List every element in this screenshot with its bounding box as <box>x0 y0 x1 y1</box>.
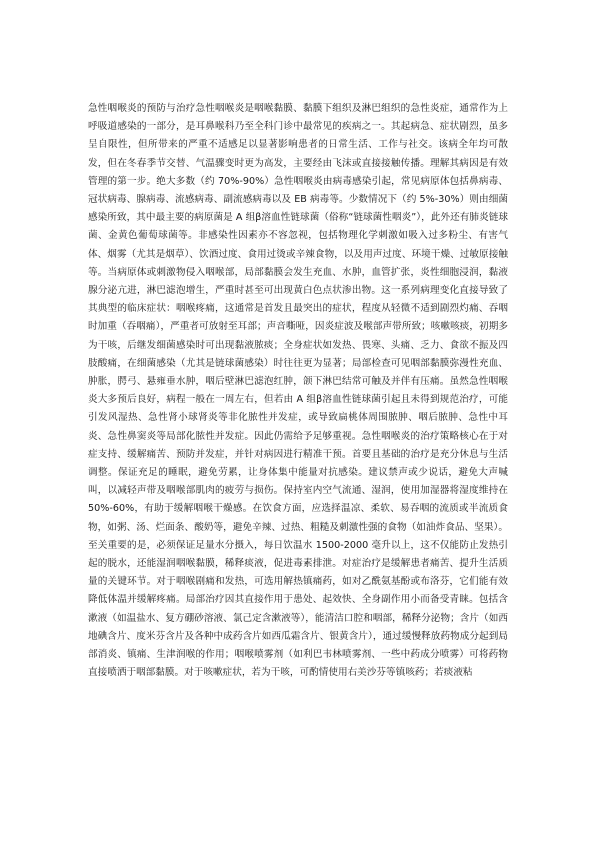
body-paragraph: 急性咽喉炎的预防与治疗急性咽喉炎是咽喉黏膜、黏膜下组织及淋巴组织的急性炎症，通常作为上呼吸道感染的一部分，是耳鼻喉科乃至全科门诊中最常见的疾病之一。其起病急、症状剧烈，虽多呈自限性，但所带来的严重不适感足以显著影响患者的日常生活、工作与社交。该病全年均可散发，但在冬春季节交替、气温骤变时更为高发，主要经由飞沫或直接接触传播。理解其病因是有效管理的第一步。绝大多数（约 70%-90%）急性咽喉炎由病毒感染引起，常见病原体包括鼻病毒、冠状病毒、腺病毒、流感病毒、副流感病毒以及 EB 病毒等。少数情况下（约 5%-30%）则由细菌感染所致，其中最主要的病原菌是 A 组β溶血性链球菌（俗称“链球菌性咽炎”），此外还有肺炎链球菌、金黄色葡萄球菌等。非感染性因素亦不容忽视，包括物理化学刺激如吸入过多粉尘、有害气体、烟雾（尤其是烟草）、饮酒过度、食用过烫或辛辣食物，以及用声过度、环境干燥、过敏原接触等。当病原体或刺激物侵入咽喉部，局部黏膜会发生充血、水肿，血管扩张，炎性细胞浸润，黏液腺分泌亢进，淋巴滤泡增生，严重时甚至可出现黄白色点状渗出物。这一系列病理变化直接导致了其典型的临床症状：咽喉疼痛，这通常是首发且最突出的症状，程度从轻微不适到剧烈灼痛、吞咽时加重（吞咽痛），严重者可放射至耳部；声音嘶哑，因炎症波及喉部声带所致；咳嗽咳痰，初期多为干咳，后继发细菌感染时可出现黏液脓痰；全身症状如发热、畏寒、头痛、乏力、食欲不振及四肢酸痛，在细菌感染（尤其是链球菌感染）时往往更为显著；局部检查可见咽部黏膜弥漫性充血、肿胀，腭弓、悬雍垂水肿，咽后壁淋巴滤泡红肿，颌下淋巴结常可触及并伴有压痛。虽然急性咽喉炎大多预后良好，病程一般在一周左右，但若由 A 组β溶血性链球菌引起且未得到规范治疗，可能引发风湿热、急性肾小球肾炎等非化脓性并发症，或导致扁桃体周围脓肿、咽后脓肿、急性中耳炎、急性鼻窦炎等局部化脓性并发症。因此仍需给予足够重视。急性咽喉炎的治疗策略核心在于对症支持、缓解痛苦、预防并发症，并针对病因进行精准干预。首要且基础的治疗是充分休息与生活调整。保证充足的睡眠，避免劳累，让身体集中能量对抗感染。建议禁声或少说话，避免大声喊叫，以减轻声带及咽喉部肌肉的疲劳与损伤。保持室内空气流通、湿润，使用加湿器将湿度维持在 50%-60%，有助于缓解咽喉干燥感。在饮食方面，应选择温凉、柔软、易吞咽的流质或半流质食物，如粥、汤、烂面条、酸奶等，避免辛辣、过热、粗糙及刺激性强的食物（如油炸食品、坚果）。至关重要的是，必须保证足量水分摄入，每日饮温水 1500-2000 毫升以上，这不仅能防止发热引起的脱水，还能湿润咽喉黏膜，稀释痰液，促进毒素排泄。对症治疗是缓解患者痛苦、提升生活质量的关键环节。对于咽喉剧痛和发热，可选用解热镇痛药，如对乙酰氨基酚或布洛芬，它们能有效降低体温并缓解疼痛。局部治疗因其直接作用于患处、起效快、全身副作用小而备受青睐。包括含漱液（如温盐水、复方硼砂溶液、氯己定含漱液等），能清洁口腔和咽部，稀释分泌物；含片（如西地碘含片、度米芬含片及各种中成药含片如西瓜霜含片、银黄含片），通过缓慢释放药物成分起到局部消炎、镇痛、生津润喉的作用；咽喉喷雾剂（如利巴韦林喷雾剂、一些中药成分喷雾）可将药物直接喷洒于咽部黏膜。对于咳嗽症状，若为干咳，可酌情使用右美沙芬等镇咳药；若痰液粘 <box>88 103 508 679</box>
document-body <box>88 100 508 683</box>
